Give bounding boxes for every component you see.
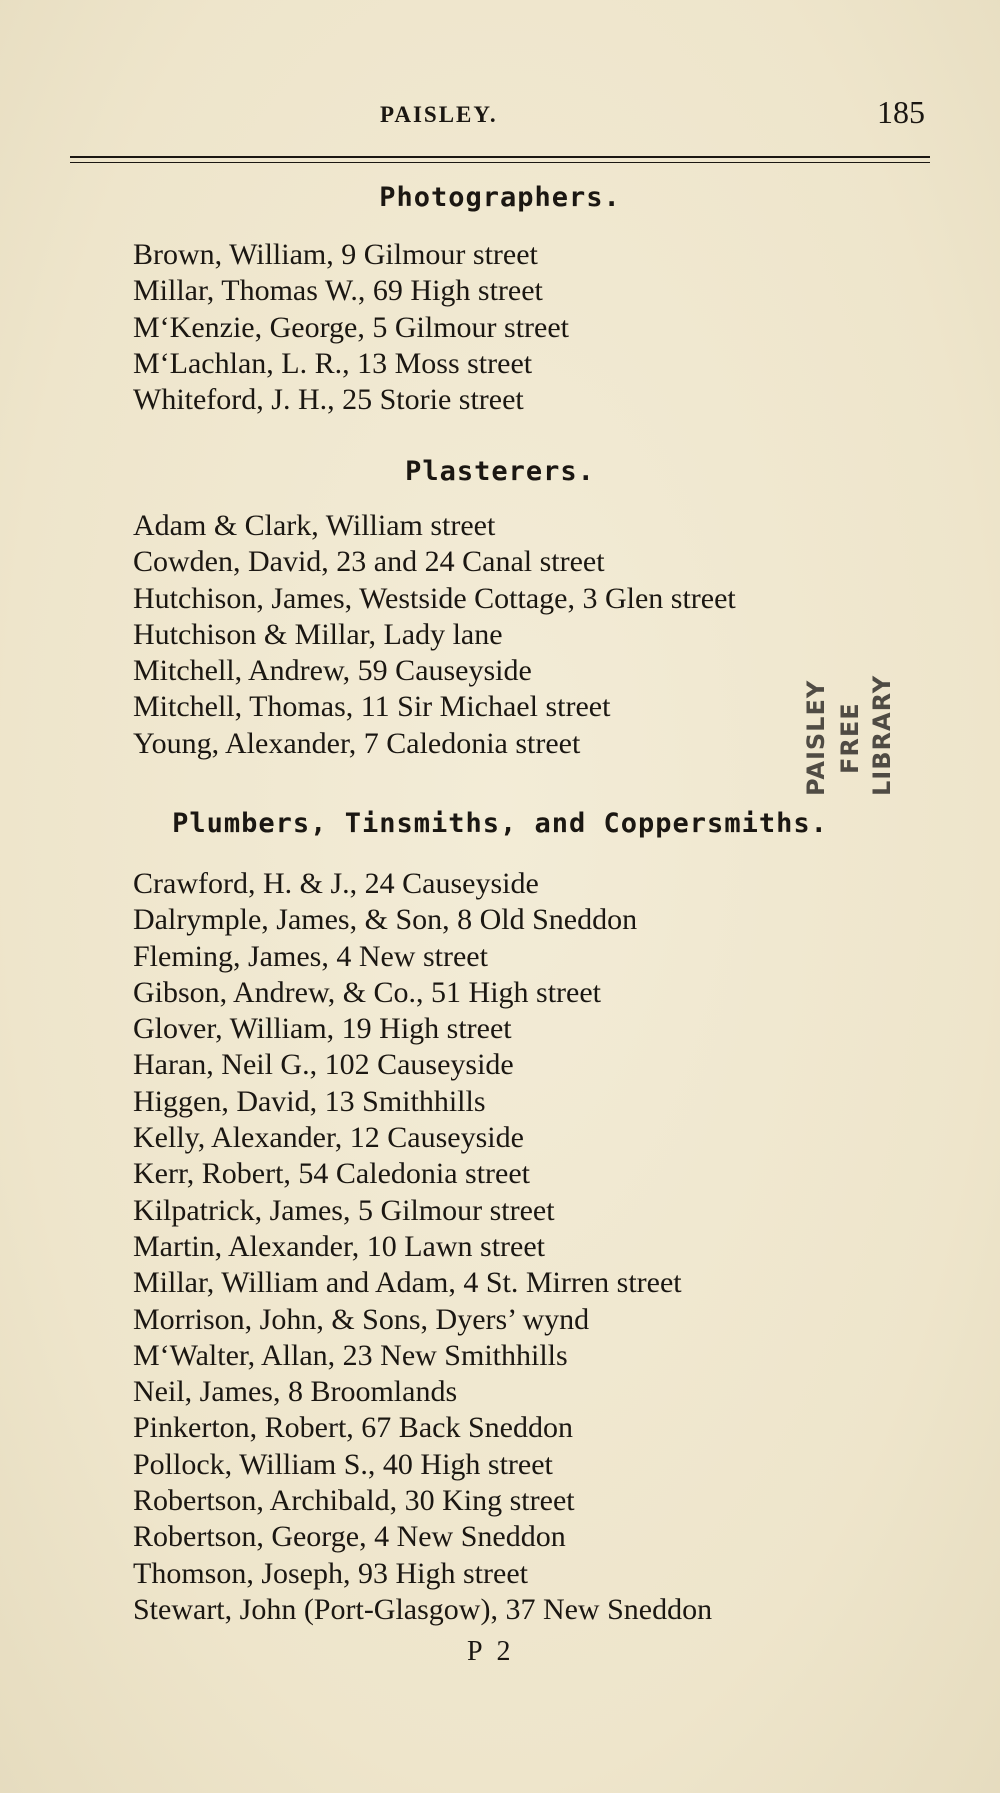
list-item: Brown, William, 9 Gilmour street [133,238,538,271]
list-item: Haran, Neil G., 102 Causeyside [133,1048,514,1082]
list-item: Millar, William and Adam, 4 St. Mirren street [133,1266,682,1300]
list-item: Whiteford, J. H., 25 Storie street [133,383,524,417]
list-item: Adam & Clark, William street [133,509,496,542]
list-item: Millar, Thomas W., 69 High street [133,274,543,308]
list-item: Robertson, George, 4 New Sneddon [133,1520,566,1554]
list-item: Kerr, Robert, 54 Caledonia street [133,1157,531,1191]
library-stamp [798,674,900,800]
list-item: Kilpatrick, James, 5 Gilmour street [133,1193,555,1227]
list-item: Martin, Alexander, 10 Lawn street [133,1229,546,1263]
list-item: M‘Lachlan, L. R., 13 Moss street [133,346,533,380]
stamp-line: LIBRARY [868,674,896,796]
page-number: 185 [877,94,925,130]
list-item: Neil, James, 8 Broomlands [133,1375,458,1409]
section-heading-plasterers: Plasterers. [405,456,595,487]
list-item: Higgen, David, 13 Smithhills [133,1084,486,1118]
stamp-line: PAISLEY [802,679,830,796]
list-item: Gibson, Andrew, & Co., 51 High street [133,975,602,1009]
list-item: Stewart, John (Port-Glasgow), 37 New Sneddon [133,1592,713,1626]
list-item: Hutchison, James, Westside Cottage, 3 Glen street [133,581,736,615]
list-item: Glover, William, 19 High street [133,1012,512,1046]
list-item: Pinkerton, Robert, 67 Back Sneddon [133,1411,573,1445]
signature-mark: P 2 [467,1636,515,1667]
section-heading-photographers: Photographers. [379,182,621,213]
stamp-line: FREE [836,702,864,774]
list-item: Pollock, William S., 40 High street [133,1447,553,1481]
list-item: Crawford, H. & J., 24 Causeyside [133,867,539,900]
list-item: Dalrymple, James, & Son, 8 Old Sneddon [133,903,638,937]
plumbers-list [133,866,712,1628]
photographers-list [133,237,569,418]
section-heading-plumbers: Plumbers, Tinsmiths, and Coppersmiths. [172,808,828,839]
list-item: Young, Alexander, 7 Caledonia street [133,726,581,760]
list-item: Robertson, Archibald, 30 King street [133,1484,575,1518]
list-item: M‘Walter, Allan, 23 New Smithhills [133,1338,568,1372]
list-item: Hutchison & Millar, Lady lane [133,617,503,651]
list-item: M‘Kenzie, George, 5 Gilmour street [133,310,569,344]
list-item: Morrison, John, & Sons, Dyers’ wynd [133,1302,590,1336]
header-rule [70,156,930,163]
list-item: Fleming, James, 4 New street [133,939,488,973]
list-item: Mitchell, Andrew, 59 Causeyside [133,654,532,688]
running-head [0,94,1000,134]
plasterers-list [133,508,736,762]
list-item: Thomson, Joseph, 93 High street [133,1556,528,1590]
list-item: Kelly, Alexander, 12 Causeyside [133,1121,524,1155]
running-title: PAISLEY. [380,102,498,127]
list-item: Cowden, David, 23 and 24 Canal street [133,545,605,579]
list-item: Mitchell, Thomas, 11 Sir Michael street [133,690,611,724]
